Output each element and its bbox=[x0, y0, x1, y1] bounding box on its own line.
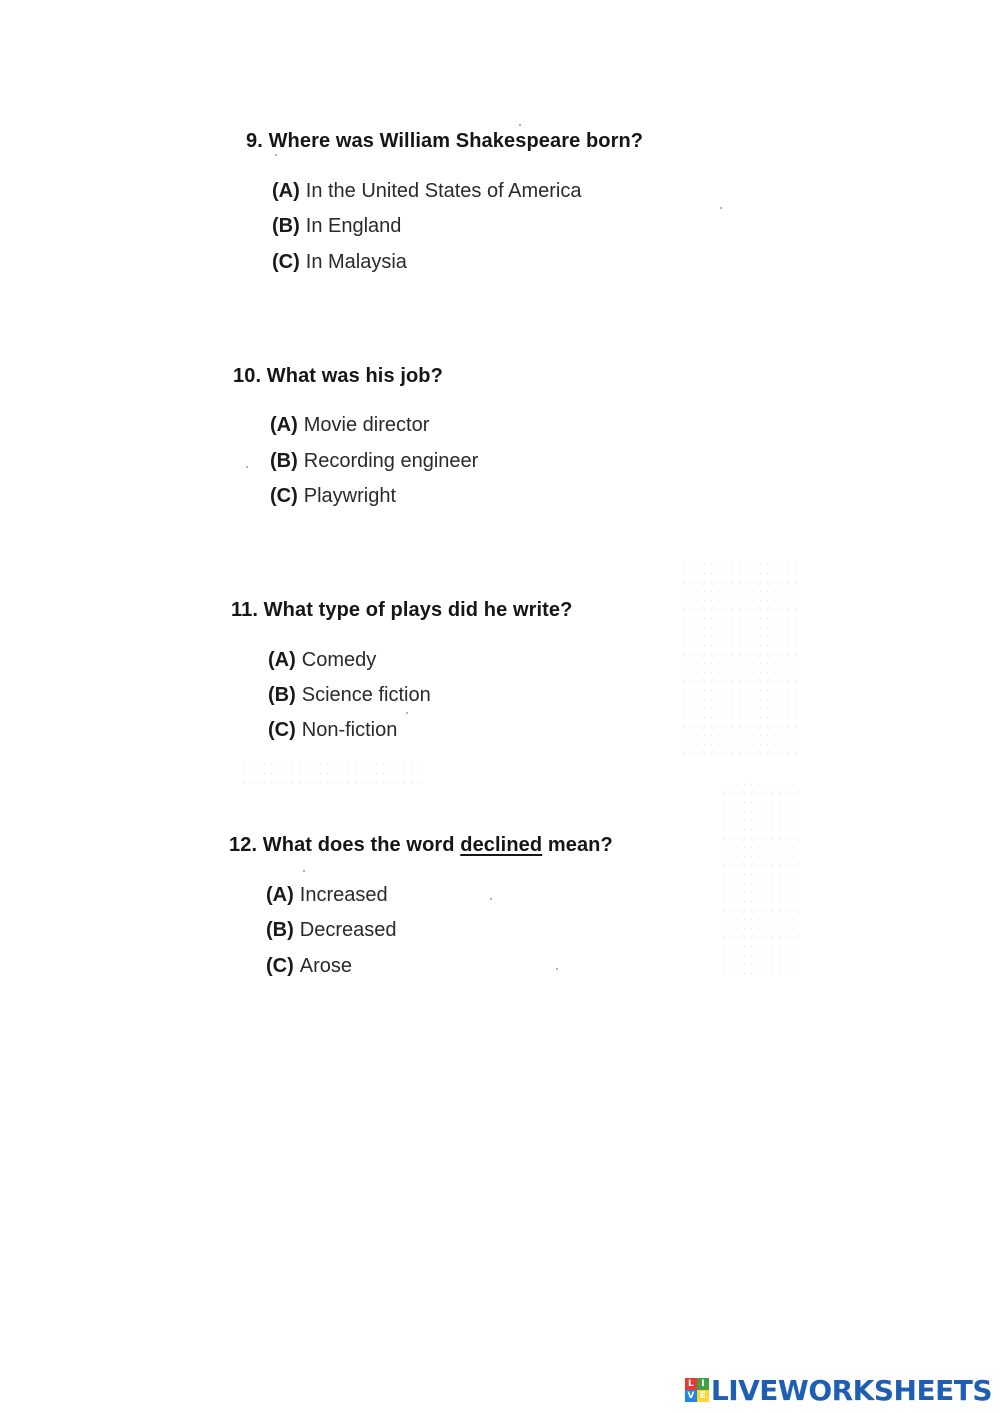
option-text: Decreased bbox=[299, 919, 397, 941]
question-text bbox=[263, 834, 613, 856]
option-letter: (C) bbox=[270, 485, 298, 507]
scan-speck bbox=[519, 124, 521, 126]
question-number: 10. bbox=[233, 365, 262, 387]
option-letter: (B) bbox=[266, 919, 294, 941]
option-letter: (B) bbox=[268, 684, 296, 706]
scan-noise bbox=[240, 760, 420, 790]
option-9c bbox=[272, 251, 407, 274]
option-text: Playwright bbox=[303, 485, 397, 507]
scan-speck bbox=[275, 154, 277, 156]
option-text: Movie director bbox=[303, 414, 430, 436]
question-10-title bbox=[233, 365, 443, 388]
question-text: What was his job? bbox=[266, 365, 443, 387]
option-10b bbox=[270, 450, 478, 473]
option-12b bbox=[266, 919, 396, 942]
question-12-title bbox=[229, 834, 613, 857]
option-11a bbox=[268, 649, 376, 672]
option-text: In Malaysia bbox=[305, 251, 407, 273]
option-letter: (A) bbox=[270, 414, 298, 436]
logo-mark-cell: V bbox=[685, 1390, 697, 1402]
logo-mark-cell: L bbox=[685, 1378, 697, 1390]
option-letter: (B) bbox=[272, 215, 300, 237]
option-9a bbox=[272, 180, 581, 203]
option-letter: (A) bbox=[266, 884, 294, 906]
scan-speck bbox=[406, 712, 408, 714]
option-9b bbox=[272, 215, 401, 238]
option-text: Science fiction bbox=[301, 684, 431, 706]
scan-noise bbox=[720, 780, 800, 980]
question-number: 9. bbox=[246, 130, 263, 152]
scan-speck bbox=[490, 898, 492, 900]
logo-text: LIVEWORKSHEETS bbox=[710, 1373, 992, 1407]
option-text: Comedy bbox=[301, 649, 377, 671]
option-letter: (A) bbox=[268, 649, 296, 671]
question-text-before: What does the word bbox=[262, 834, 461, 856]
scan-noise bbox=[680, 560, 800, 760]
scan-speck bbox=[303, 870, 305, 872]
option-12a bbox=[266, 884, 388, 907]
scan-speck bbox=[720, 207, 722, 209]
option-text: Arose bbox=[299, 955, 353, 977]
scan-speck bbox=[246, 466, 248, 468]
option-letter: (B) bbox=[270, 450, 298, 472]
question-text: Where was William Shakespeare born? bbox=[268, 130, 644, 152]
underlined-word: declined bbox=[460, 834, 543, 856]
option-letter: (C) bbox=[272, 251, 300, 273]
option-12c bbox=[266, 955, 352, 978]
question-number: 12. bbox=[229, 834, 258, 856]
logo-mark-cell: I bbox=[697, 1378, 709, 1390]
option-text: In the United States of America bbox=[305, 180, 582, 202]
question-number: 11. bbox=[231, 599, 258, 621]
logo-mark-icon bbox=[685, 1378, 709, 1402]
option-text: Increased bbox=[299, 884, 388, 906]
question-text: What type of plays did he write? bbox=[263, 599, 573, 621]
option-text: In England bbox=[305, 215, 402, 237]
option-text: Recording engineer bbox=[303, 450, 479, 472]
option-text: Non-fiction bbox=[301, 719, 398, 741]
scan-speck bbox=[556, 968, 558, 970]
option-letter: (C) bbox=[268, 719, 296, 741]
logo-mark-cell: E bbox=[697, 1390, 709, 1402]
liveworksheets-logo[interactable] bbox=[685, 1373, 992, 1407]
option-11c bbox=[268, 719, 397, 742]
question-9-title bbox=[246, 130, 643, 153]
option-11b bbox=[268, 684, 431, 707]
option-10c bbox=[270, 485, 396, 508]
option-letter: (C) bbox=[266, 955, 294, 977]
option-letter: (A) bbox=[272, 180, 300, 202]
option-10a bbox=[270, 414, 429, 437]
question-text-after: mean? bbox=[542, 834, 613, 856]
question-11-title bbox=[231, 599, 572, 622]
